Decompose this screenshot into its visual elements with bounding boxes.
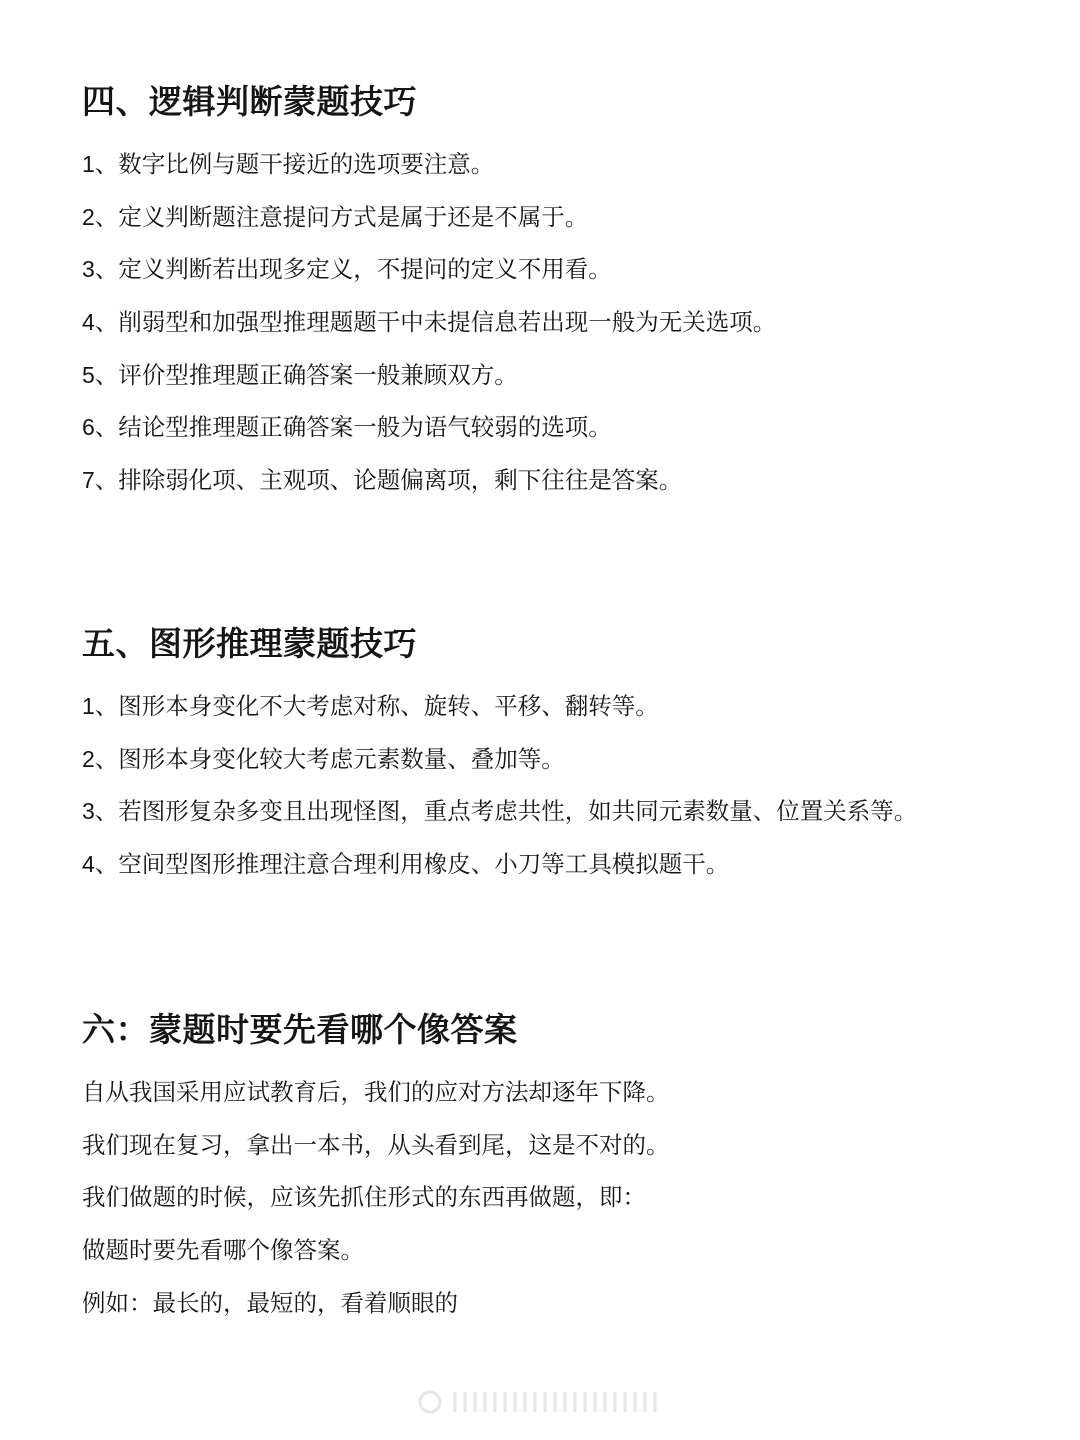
item-text: 、排除弱化项、主观项、论题偏离项，剩下往往是答案。 bbox=[94, 466, 683, 495]
list-item bbox=[82, 412, 1050, 442]
list-item bbox=[82, 149, 1050, 179]
watermark-icon bbox=[415, 1387, 665, 1417]
list-item bbox=[82, 307, 1050, 337]
paragraph: 例如：最长的，最短的，看着顺眼的 bbox=[82, 1288, 458, 1317]
list-item bbox=[82, 849, 1050, 879]
item-text: 、空间型图形推理注意合理利用橡皮、小刀等工具模拟题干。 bbox=[94, 850, 730, 879]
tips-list bbox=[82, 149, 1050, 495]
item-number: 7 bbox=[82, 467, 95, 494]
item-number: 1 bbox=[82, 693, 95, 719]
paragraph: 自从我国采用应试教育后，我们的应对方法却逐年下降。 bbox=[82, 1078, 670, 1106]
item-text: 、结论型推理题正确答案一般为语气较弱的选项。 bbox=[94, 413, 612, 442]
section-title: 五、图形推理蒙题技巧 bbox=[82, 624, 417, 663]
paragraph-list bbox=[82, 1077, 1050, 1318]
item-number: 4 bbox=[82, 309, 95, 336]
section-figure-reasoning bbox=[82, 624, 1050, 902]
item-number: 3 bbox=[82, 256, 95, 283]
item-number: 3 bbox=[82, 798, 95, 825]
section-title: 六：蒙题时要先看哪个像答案 bbox=[82, 1010, 518, 1049]
item-text: 、削弱型和加强型推理题题干中未提信息若出现一般为无关选项。 bbox=[94, 308, 777, 337]
list-item bbox=[82, 796, 1050, 826]
list-item bbox=[82, 202, 1050, 232]
item-number: 6 bbox=[82, 414, 95, 441]
section-title: 四、逻辑判断蒙题技巧 bbox=[82, 82, 417, 121]
list-item bbox=[82, 691, 1050, 721]
section-guess-answer bbox=[82, 1010, 1050, 1340]
item-text: 、图形本身变化不大考虑对称、旋转、平移、翻转等。 bbox=[94, 692, 659, 720]
item-text: 、评价型推理题正确答案一般兼顾双方。 bbox=[94, 360, 518, 389]
list-item bbox=[82, 744, 1050, 774]
tips-list bbox=[82, 691, 1050, 879]
item-number: 5 bbox=[82, 361, 95, 388]
watermark bbox=[410, 1385, 670, 1419]
paragraph: 我们做题的时候，应该先抓住形式的东西再做题，即： bbox=[82, 1183, 646, 1212]
section-logic-judgment bbox=[82, 82, 1050, 518]
item-text: 、图形本身变化较大考虑元素数量、叠加等。 bbox=[94, 744, 565, 773]
list-item bbox=[82, 254, 1050, 284]
item-text: 、定义判断若出现多定义，不提问的定义不用看。 bbox=[94, 255, 612, 284]
paragraph: 做题时要先看哪个像答案。 bbox=[82, 1236, 364, 1265]
item-text: 、若图形复杂多变且出现怪图，重点考虑共性，如共同元素数量、位置关系等。 bbox=[94, 797, 918, 826]
item-number: 1 bbox=[82, 151, 95, 177]
item-text: 、定义判断题注意提问方式是属于还是不属于。 bbox=[94, 202, 589, 231]
paragraph: 我们现在复习，拿出一本书，从头看到尾，这是不对的。 bbox=[82, 1130, 670, 1159]
item-text: 、数字比例与题干接近的选项要注意。 bbox=[94, 150, 495, 178]
item-number: 2 bbox=[82, 203, 95, 230]
item-number: 2 bbox=[82, 745, 95, 772]
list-item bbox=[82, 360, 1050, 390]
list-item bbox=[82, 465, 1050, 495]
item-number: 4 bbox=[82, 851, 95, 878]
